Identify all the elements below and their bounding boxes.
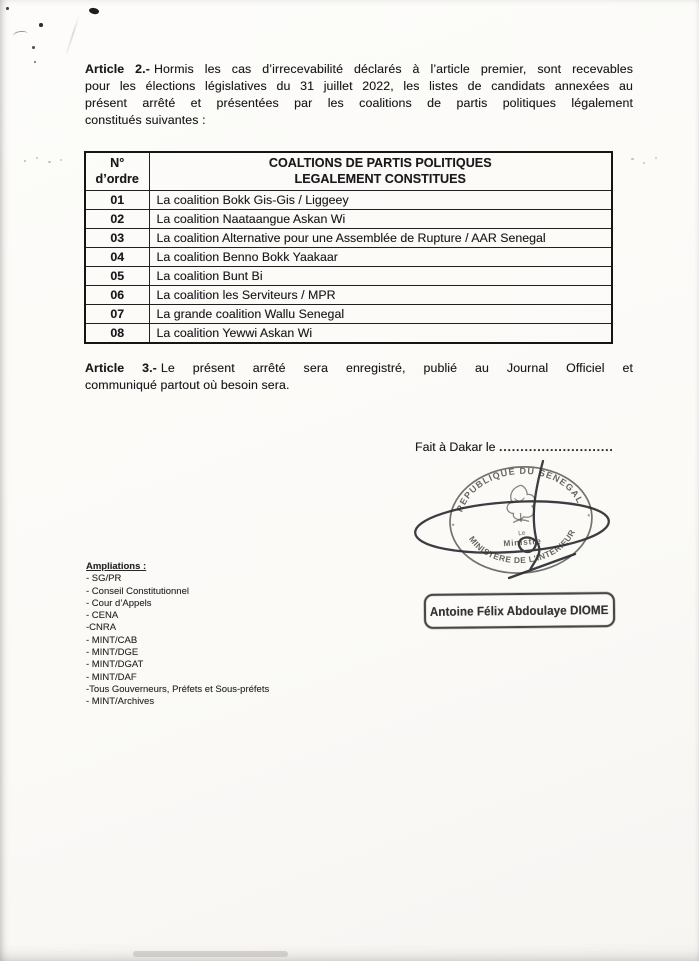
coalition-name: La coalition Bokk Gis-Gis / Liggeey [149, 191, 612, 210]
coalition-name: La coalition Naataangue Askan Wi [149, 210, 612, 229]
ampliations-item: - SG/PR [86, 573, 122, 585]
faint-speck [631, 158, 634, 160]
article-2-label: Article 2.- [85, 62, 150, 76]
article-2-paragraph [85, 61, 633, 129]
order-number: 04 [85, 248, 149, 267]
table-row [85, 210, 612, 229]
table-row [85, 324, 612, 344]
signatory-name-stamp [424, 592, 615, 629]
order-number: 02 [85, 210, 149, 229]
order-number: 01 [85, 191, 149, 210]
scan-streak [66, 14, 80, 54]
ampliations-item: - CENA [86, 610, 119, 622]
seal-separator-star: * [451, 521, 456, 531]
coalition-name: La coalition Yewwi Askan Wi [149, 324, 612, 344]
article-2-line: Hormis les cas d’irrecevabilité déclarés à l’article premier, sont recevables [153, 62, 633, 76]
faint-speck [48, 161, 51, 163]
coalitions-header: COALTIONS DE PARTIS POLITIQUES LEGALEMENT CONSTITUES [149, 152, 612, 191]
faint-speck [655, 157, 657, 159]
order-number: 05 [85, 267, 149, 286]
table-row [85, 305, 612, 324]
pen-arc-mark [13, 30, 29, 40]
place-date-label: Fait à Dakar le [415, 440, 496, 454]
coalition-name: La grande coalition Wallu Senegal [149, 305, 612, 324]
table-row [85, 191, 612, 210]
ink-speck [32, 46, 35, 49]
article-3-label: Article 3.- [85, 361, 157, 375]
coalition-name: La coalition les Serviteurs / MPR [149, 286, 612, 305]
ampliations-item: - Cour d’Appels [86, 597, 152, 609]
ampliations-item: - Conseil Constitutionnel [86, 585, 189, 597]
ink-speck [39, 23, 43, 27]
dotted-fill-line: ........................... [499, 440, 614, 454]
article-3-paragraph [85, 360, 633, 394]
table-row [85, 267, 612, 286]
seal-center-le: Le [518, 529, 526, 538]
coalition-name: La coalition Benno Bokk Yaakaar [149, 248, 612, 267]
table-row [85, 229, 612, 248]
next-page-shadow [133, 951, 288, 957]
order-number: 08 [85, 324, 149, 344]
faint-speck [36, 157, 38, 159]
faint-speck [60, 159, 62, 161]
ampliations-title: Ampliations : [86, 561, 147, 572]
signature-ink [410, 451, 625, 601]
article-2-line: présent arrêté et présentées par les coalitions de partis politiques légalement [85, 96, 633, 110]
order-number: 03 [85, 229, 149, 248]
table-row [85, 248, 612, 267]
seal-bottom-text: MINISTERE DE L'INTERIEUR [466, 527, 578, 566]
coalition-name: La coalition Alternative pour une Assemblée de Rupture / AAR Senegal [149, 229, 612, 248]
seal-center-ministre: Ministre [503, 535, 542, 549]
ampliations-list [86, 561, 269, 709]
ampliations-item: -Tous Gouverneurs, Préfets et Sous-préfets [86, 683, 270, 695]
faint-speck [24, 160, 26, 162]
article-3-line: Le présent arrêté sera enregistré, publié au Journal Officiel et [160, 361, 633, 375]
article-3-line: communiqué partout où besoin sera. [85, 378, 290, 392]
ink-speck [34, 61, 36, 63]
table-header-row [85, 152, 612, 191]
ampliations-item: -CNRA [86, 622, 117, 634]
ink-blob [88, 7, 99, 16]
faint-speck [643, 162, 645, 164]
ampliations-item: - MINT/DGE [86, 647, 139, 659]
ampliations-item: - MINT/DGAT [86, 659, 144, 671]
ink-speck [6, 7, 9, 10]
seal-separator-star: * [587, 512, 591, 522]
table-row [85, 286, 612, 305]
signatory-name: Antoine Félix Abdoulaye DIOME [430, 602, 609, 619]
article-2-line: pour les élections législatives du 31 juillet 2022, les listes de candidats annexées au [85, 79, 633, 93]
coalitions-table [84, 151, 613, 344]
article-2-line: constitués suivantes : [85, 113, 206, 127]
ampliations-item: - MINT/CAB [86, 634, 138, 646]
coalition-name: La coalition Bunt Bi [149, 267, 612, 286]
order-number: 07 [85, 305, 149, 324]
order-number-header: N° d’ordre [85, 152, 149, 191]
ampliations-item: - MINT/Archives [86, 696, 155, 708]
order-number: 06 [85, 286, 149, 305]
ampliations-item: - MINT/DAF [86, 671, 137, 683]
seal-top-text: REPUBLIQUE DU SENEGAL [454, 465, 586, 514]
